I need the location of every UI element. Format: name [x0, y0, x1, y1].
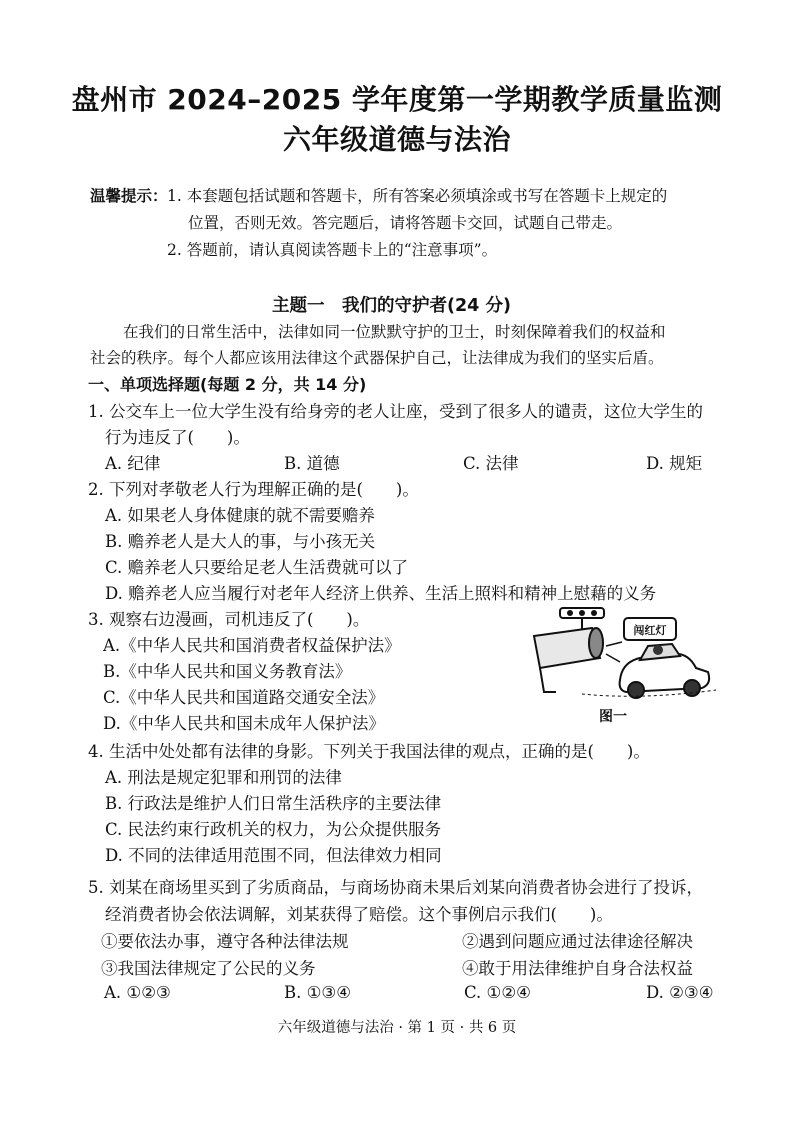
q4-option-c: C. 民法约束行政机关的权力，为公众提供服务 [105, 820, 442, 839]
q5-statement-2: ②遇到问题应通过法律途径解决 [462, 932, 693, 951]
q3-option-b: B.《中华人民共和国义务教育法》 [103, 662, 352, 681]
theme-intro-line-1: 在我们的日常生活中，法律如同一位默默守护的卫士，时刻保障着我们的权益和 [123, 323, 666, 341]
section-title: 一、单项选择题(每题 2 分，共 14 分) [88, 375, 367, 394]
q1-option-a: A. 纪律 [105, 454, 161, 473]
q5-statement-1: ①要依法办事，遵守各种法律法规 [101, 932, 349, 951]
q4-option-a: A. 刑法是规定犯罪和刑罚的法律 [105, 768, 342, 787]
q3-stem: 3. 观察右边漫画，司机违反了( )。 [88, 610, 370, 629]
q4-stem: 4. 生活中处处都有法律的身影。下列关于我国法律的观点，正确的是( )。 [88, 742, 650, 761]
q1-option-c: C. 法律 [463, 454, 519, 473]
q5-statement-4: ④敢于用法律维护自身合法权益 [462, 959, 693, 978]
q5-stem-line-1: 5. 刘某在商场里买到了劣质商品，与商场协商未果后刘某向消费者协会进行了投诉， [88, 878, 703, 897]
cartoon-figure [522, 606, 718, 702]
q1-stem-line-2: 行为违反了( )。 [105, 428, 250, 447]
q4-option-d: D. 不同的法律适用范围不同，但法律效力相同 [105, 846, 442, 865]
theme-title: 主题一 我们的守护者(24 分) [272, 296, 511, 316]
q3-option-d: D.《中华人民共和国未成年人保护法》 [103, 714, 385, 733]
q2-stem: 2. 下列对孝敬老人行为理解正确的是( )。 [88, 480, 419, 499]
q2-option-c: C. 赡养老人只要给足老人生活费就可以了 [105, 558, 409, 577]
exam-subject: 六年级道德与法治 [282, 123, 511, 156]
q1-stem-line-1: 1. 公交车上一位大学生没有给身旁的老人让座，受到了很多人的谴责，这位大学生的 [88, 402, 703, 421]
exam-title: 盘州市 2024–2025 学年度第一学期教学质量监测 [71, 83, 723, 116]
q1-option-b: B. 道德 [284, 454, 340, 473]
q5-option-d: D. ②③④ [646, 983, 714, 1002]
q4-option-b: B. 行政法是维护人们日常生活秩序的主要法律 [105, 794, 442, 813]
figure-caption: 图一 [599, 709, 627, 725]
q2-option-b: B. 赡养老人是大人的事，与小孩无关 [105, 532, 376, 551]
notice-label: 温馨提示： [90, 187, 168, 205]
q1-option-d: D. 规矩 [646, 454, 703, 473]
notice-item-1-line-2: 位置，否则无效。答完题后，请将答题卡交回，试题自己带走。 [188, 214, 623, 232]
speech-bubble-text: 闯红灯 [633, 624, 667, 637]
cartoon-illustration [522, 606, 718, 702]
q2-option-a: A. 如果老人身体健康的就不需要赡养 [105, 506, 375, 525]
theme-intro-line-2: 社会的秩序。每个人都应该用法律这个武器保护自己，让法律成为我们的坚实后盾。 [90, 349, 664, 367]
q5-statement-3: ③我国法律规定了公民的义务 [101, 959, 316, 978]
q3-option-c: C.《中华人民共和国道路交通安全法》 [103, 688, 385, 707]
q5-stem-line-2: 经消费者协会依法调解，刘某获得了赔偿。这个事例启示我们( )。 [105, 905, 613, 924]
page-footer: 六年级道德与法治 · 第 1 页 · 共 6 页 [277, 1020, 517, 1036]
q3-option-a: A.《中华人民共和国消费者权益保护法》 [103, 636, 401, 655]
q5-option-b: B. ①③④ [284, 983, 351, 1002]
notice-item-2: 2. 答题前，请认真阅读答题卡上的“注意事项”。 [167, 241, 498, 259]
q5-option-a: A. ①②③ [104, 983, 171, 1002]
q5-option-c: C. ①②④ [464, 983, 531, 1002]
notice-item-1-line-1: 1. 本套题包括试题和答题卡，所有答案必须填涂或书写在答题卡上规定的 [167, 187, 668, 205]
q2-option-d: D. 赡养老人应当履行对老年人经济上供养、生活上照料和精神上慰藉的义务 [105, 584, 657, 603]
